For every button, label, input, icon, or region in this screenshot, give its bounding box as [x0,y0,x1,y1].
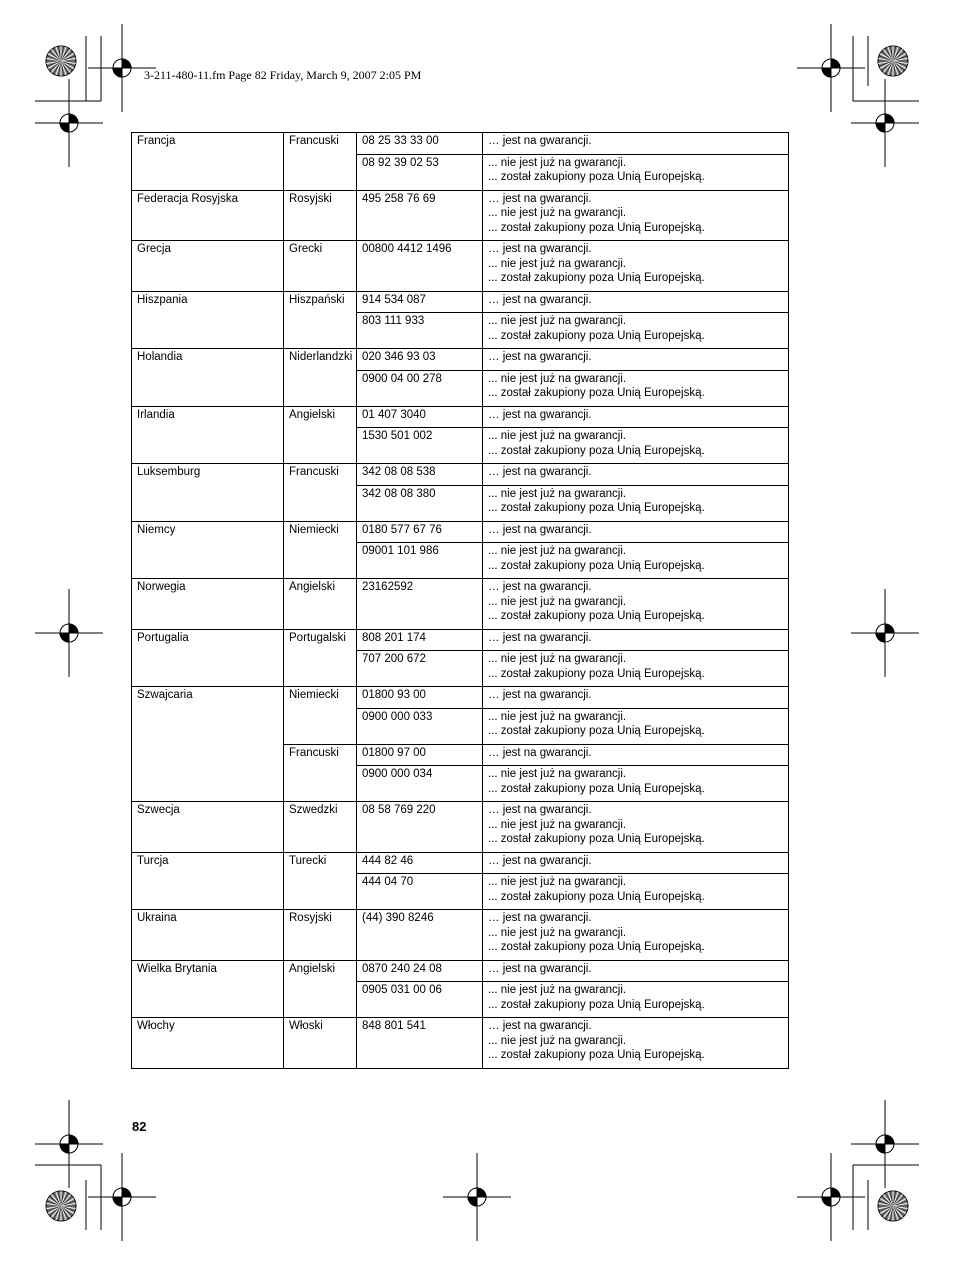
phone-cell: 0900 000 033 [357,708,483,744]
country-cell: Norwegia [132,579,284,630]
country-cell: Hiszpania [132,291,284,349]
phone-cell: 444 82 46 [357,852,483,874]
registration-mark-icon [797,1153,865,1241]
warranty-note-line: ... został zakupiony poza Unią Europejską. [488,725,705,737]
warranty-note-line: … jest na gwarancji. [488,854,592,867]
registration-mark-icon [35,1100,103,1188]
warranty-note-line: … jest na gwarancji. [488,1020,592,1032]
country-cell: Grecja [132,241,284,292]
warranty-note-line: … jest na gwarancji. [488,351,592,363]
warranty-note-line: ... został zakupiony poza Unią Europejską. [488,559,705,572]
phone-cell: 0900 000 034 [357,766,483,802]
warranty-note-line: … jest na gwarancji. [488,192,592,205]
phone-cell: 803 111 933 [357,313,483,349]
country-cell: Niemcy [132,521,284,579]
phone-cell: 444 04 70 [357,874,483,910]
country-cell: Irlandia [132,406,284,464]
warranty-note-line: ... nie jest już na gwarancji. [488,487,627,500]
language-cell: Angielski [284,406,357,464]
warranty-note-line: … jest na gwarancji. [488,243,592,255]
country-cell: Turcja [132,852,284,910]
country-cell: Francja [132,133,284,191]
warranty-note-line: ... został zakupiony poza Unią Europejską. [488,610,705,622]
phone-cell: (44) 390 8246 [357,910,483,961]
phone-cell: 0180 577 67 76 [357,521,483,543]
country-cell: Włochy [132,1018,284,1069]
warranty-note-line: ... nie jest już na gwarancji. [488,926,627,939]
warranty-note-line: … jest na gwarancji. [488,631,592,644]
warranty-note-line: ... został zakupiony poza Unią Europejską. [488,329,705,342]
print-header: 3-211-480-11.fm Page 82 Friday, March 9, 2007 2:05 PM [144,68,422,82]
warranty-note-line: ... został zakupiony poza Unią Europejską. [488,221,705,234]
warranty-note-line: ... został zakupiony poza Unią Europejską. [488,1049,705,1061]
registration-mark-icon [88,24,156,112]
page-number: 82 [132,1119,147,1134]
language-cell: Niemiecki [284,687,357,745]
language-cell: Francuski [284,133,357,191]
warranty-note-line: ... został zakupiony poza Unią Europejską. [488,667,705,680]
language-cell: Grecki [284,241,357,292]
registration-mark-icon [851,589,919,677]
warranty-note-line: ... został zakupiony poza Unią Europejską. [488,387,705,399]
warranty-note-line: ... nie jest już na gwarancji. [488,156,627,169]
phone-cell: 0870 240 24 08 [357,960,483,982]
warranty-note-line: ... nie jest już na gwarancji. [488,653,627,665]
warranty-note-line: ... nie jest już na gwarancji. [488,545,627,557]
language-cell: Niderlandzki [284,349,357,407]
phone-cell: 09001 101 986 [357,543,483,579]
phone-cell: 1530 501 002 [357,428,483,464]
registration-mark-icon [35,589,103,677]
country-cell: Federacja Rosyjska [132,190,284,241]
language-cell: Rosyjski [284,910,357,961]
warranty-note-line: ... został zakupiony poza Unią Europejską. [488,171,705,183]
warranty-note-line: ... nie jest już na gwarancji. [488,430,627,442]
phone-cell: 08 58 769 220 [357,802,483,853]
warranty-note-line: … jest na gwarancji. [488,581,592,593]
phone-cell: 0905 031 00 06 [357,982,483,1018]
registration-mark-icon [35,79,103,167]
registration-mark-icon [88,1153,156,1241]
warranty-note-line: ... nie jest już na gwarancji. [488,372,627,385]
warranty-note-line: … jest na gwarancji. [488,804,592,816]
phone-cell: 342 08 08 380 [357,485,483,521]
starburst-mark-icon [878,1191,908,1221]
warranty-note-line: ... nie jest już na gwarancji. [488,257,627,270]
registration-mark-icon [851,79,919,167]
country-cell: Wielka Brytania [132,960,284,1018]
phone-cell: 808 201 174 [357,629,483,651]
country-cell: Ukraina [132,910,284,961]
warranty-note-line: … jest na gwarancji. [488,912,592,924]
starburst-mark-icon [46,46,76,76]
warranty-note-line: ... nie jest już na gwarancji. [488,315,627,327]
warranty-note-line: ... został zakupiony poza Unią Europejską. [488,941,705,953]
warranty-note-line: ... nie jest już na gwarancji. [488,768,627,780]
starburst-mark-icon [878,46,908,76]
warranty-note-line: ... nie jest już na gwarancji. [488,818,627,831]
phone-cell: 0900 04 00 278 [357,370,483,406]
warranty-note-line: … jest na gwarancji. [488,746,592,759]
phone-cell: 848 801 541 [357,1018,483,1069]
phone-cell: 495 258 76 69 [357,190,483,241]
warranty-note-line: … jest na gwarancji. [488,523,592,536]
language-cell: Angielski [284,579,357,630]
warranty-note-line: ... został zakupiony poza Unią Europejską. [488,502,705,514]
warranty-note-line: ... nie jest już na gwarancji. [488,710,627,723]
phone-cell: 08 92 39 02 53 [357,154,483,190]
warranty-note-line: ... nie jest już na gwarancji. [488,595,627,608]
country-cell: Portugalia [132,629,284,687]
phone-cell: 914 534 087 [357,291,483,313]
warranty-note-line: ... został zakupiony poza Unią Europejską. [488,272,705,284]
warranty-note-line: … jest na gwarancji. [488,962,592,975]
phone-cell: 342 08 08 538 [357,464,483,486]
warranty-note-line: ... nie jest już na gwarancji. [488,1034,627,1047]
warranty-note-line: … jest na gwarancji. [488,466,592,478]
language-cell: Angielski [284,960,357,1018]
warranty-note-line: ... nie jest już na gwarancji. [488,876,627,888]
warranty-note-line: ... został zakupiony poza Unią Europejską. [488,890,705,903]
language-cell: Rosyjski [284,190,357,241]
warranty-note-line: … jest na gwarancji. [488,135,592,147]
phone-cell: 01800 97 00 [357,744,483,766]
registration-mark-icon [851,1100,919,1188]
phone-cell: 020 346 93 03 [357,349,483,371]
country-cell: Luksemburg [132,464,284,522]
phone-cell: 08 25 33 33 00 [357,133,483,155]
phone-cell: 00800 4412 1496 [357,241,483,292]
phone-cell: 23162592 [357,579,483,630]
country-cell: Holandia [132,349,284,407]
warranty-note-line: ... został zakupiony poza Unią Europejską. [488,444,705,457]
country-cell: Szwajcaria [132,687,284,802]
language-cell: Francuski [284,464,357,522]
warranty-note-line: ... został zakupiony poza Unią Europejską. [488,998,705,1011]
language-cell: Portugalski [284,629,357,687]
warranty-note-line: ... został zakupiony poza Unią Europejską. [488,833,705,845]
registration-mark-icon [797,24,865,112]
language-cell: Francuski [284,744,357,802]
warranty-note-line: … jest na gwarancji. [488,408,592,421]
language-cell: Szwedzki [284,802,357,853]
language-cell: Niemiecki [284,521,357,579]
language-cell: Hiszpański [284,291,357,349]
phone-cell: 01 407 3040 [357,406,483,428]
starburst-mark-icon [46,1191,76,1221]
language-cell: Włoski [284,1018,357,1069]
warranty-note-line: ... nie jest już na gwarancji. [488,207,627,219]
warranty-note-line: … jest na gwarancji. [488,689,592,701]
registration-mark-icon [443,1153,511,1241]
warranty-note-line: … jest na gwarancji. [488,293,592,306]
country-cell: Szwecja [132,802,284,853]
language-cell: Turecki [284,852,357,910]
warranty-note-line: ... nie jest już na gwarancji. [488,984,627,996]
warranty-note-line: ... został zakupiony poza Unią Europejską. [488,782,705,795]
phone-cell: 01800 93 00 [357,687,483,709]
phone-cell: 707 200 672 [357,651,483,687]
